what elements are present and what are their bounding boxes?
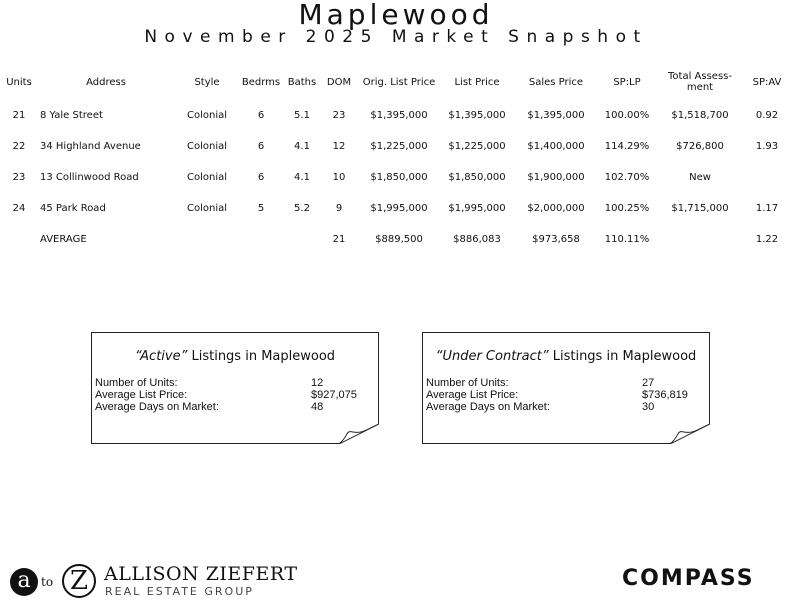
table-cell: 8 Yale Street	[40, 110, 103, 121]
active-listings-card	[91, 332, 379, 444]
table-cell: $1,400,000	[527, 141, 585, 152]
table-cell: 13 Collinwood Road	[40, 172, 139, 183]
table-cell	[284, 224, 320, 255]
table-cell: $1,395,000	[448, 110, 506, 121]
page-subtitle: November 2025 Market Snapshot	[144, 27, 648, 47]
card-title-status: “Under Contract”	[435, 349, 549, 364]
table-cell: Colonial	[186, 141, 228, 152]
card-label: Average Days on Market:	[95, 401, 219, 413]
col-header: Bedrms	[241, 76, 281, 88]
col-header: DOM	[326, 76, 352, 88]
col-header: Total Assess-ment	[668, 71, 732, 93]
table-cell: 21	[332, 234, 346, 245]
card-value: 48	[311, 401, 324, 413]
table-cell: $889,500	[375, 234, 423, 245]
table-cell: Colonial	[186, 110, 228, 121]
table-cell: 12	[332, 141, 346, 152]
card-value: 27	[642, 377, 655, 389]
card-label: Number of Units:	[95, 377, 178, 389]
table-cell: 23	[12, 172, 26, 183]
col-header: Orig. List Price	[362, 76, 436, 88]
col-header: Style	[194, 76, 220, 88]
compass-logo: COMPASS	[622, 566, 755, 591]
table-cell: 5.1	[294, 110, 310, 121]
average-row	[2, 224, 790, 255]
col-header: List Price	[454, 76, 500, 88]
page-curl-icon	[670, 424, 710, 444]
table-cell	[2, 224, 36, 255]
card-title	[92, 349, 378, 364]
table-cell: $1,715,000	[671, 203, 729, 214]
table-cell: Colonial	[186, 172, 228, 183]
table-cell	[176, 224, 238, 255]
card-value: 12	[311, 377, 324, 389]
table-cell: $1,225,000	[448, 141, 506, 152]
table-cell: $886,083	[453, 234, 501, 245]
table-cell: $1,995,000	[370, 203, 428, 214]
under-contract-card	[422, 332, 710, 444]
table-cell	[238, 224, 284, 255]
sales-table	[2, 64, 790, 255]
table-cell: New	[689, 172, 711, 183]
table-cell: 10	[332, 172, 346, 183]
table-cell: 114.29%	[604, 141, 650, 152]
card-title-rest: Listings in Maplewood	[548, 349, 697, 364]
table-cell: $726,800	[676, 141, 724, 152]
col-header: SP:AV	[752, 76, 782, 88]
card-label: Number of Units:	[426, 377, 509, 389]
table-cell: $1,850,000	[370, 172, 428, 183]
brand-name: ALLISON ZIEFERT	[104, 563, 298, 585]
col-header: Address	[86, 76, 126, 88]
card-label: Average List Price:	[95, 389, 188, 401]
table-cell: $1,900,000	[527, 172, 585, 183]
table-cell: 5.2	[294, 203, 310, 214]
table-cell: 100.25%	[604, 203, 650, 214]
card-label: Average List Price:	[426, 389, 519, 401]
table-cell: $1,225,000	[370, 141, 428, 152]
table-cell: 1.93	[755, 141, 779, 152]
table-cell: $2,000,000	[527, 203, 585, 214]
table-row	[2, 193, 790, 224]
table-cell: Colonial	[186, 203, 228, 214]
col-header: Baths	[287, 76, 317, 88]
table-row	[2, 131, 790, 162]
table-cell: 4.1	[294, 141, 310, 152]
table-cell: 0.92	[755, 110, 779, 121]
col-header: SP:LP	[613, 76, 641, 88]
table-cell: 23	[332, 110, 346, 121]
table-row	[2, 162, 790, 193]
allison-ziefert-logo	[10, 560, 300, 604]
card-title-rest: Listings in Maplewood	[187, 349, 336, 364]
col-header: Sales Price	[528, 76, 584, 88]
table-cell: 21	[12, 110, 26, 121]
table-cell: 100.00%	[604, 110, 650, 121]
table-cell: 102.70%	[604, 172, 650, 183]
card-value: $927,075	[311, 389, 357, 401]
logo-to-mark: to	[41, 575, 54, 589]
table-cell: 6	[257, 172, 265, 183]
card-title-status: “Active”	[134, 349, 188, 364]
table-cell: 1.17	[755, 203, 779, 214]
table-cell	[744, 162, 790, 193]
table-cell: 22	[12, 141, 26, 152]
logo-a-mark: a	[10, 568, 38, 596]
table-cell: 34 Highland Avenue	[40, 141, 141, 152]
table-cell: $973,658	[532, 234, 580, 245]
table-cell: 9	[335, 203, 343, 214]
table-cell: $1,850,000	[448, 172, 506, 183]
table-cell: 6	[257, 110, 265, 121]
card-label: Average Days on Market:	[426, 401, 550, 413]
card-value: 30	[642, 401, 655, 413]
table-row	[2, 100, 790, 131]
table-cell: $1,395,000	[370, 110, 428, 121]
table-cell: AVERAGE	[40, 234, 87, 245]
table-cell: $1,518,700	[671, 110, 729, 121]
logo-z-mark: Z	[62, 564, 96, 598]
page-curl-icon	[339, 424, 379, 444]
table-cell: $1,995,000	[448, 203, 506, 214]
table-cell: 110.11%	[604, 234, 650, 245]
page-title: Maplewood	[298, 0, 494, 31]
table-cell: 1.22	[755, 234, 779, 245]
card-title	[423, 349, 709, 364]
table-cell: 24	[12, 203, 26, 214]
col-header: Units	[6, 76, 32, 88]
table-cell: 45 Park Road	[40, 203, 106, 214]
brand-subtitle: REAL ESTATE GROUP	[105, 585, 254, 598]
table-cell: 5	[257, 203, 265, 214]
table-cell: $1,395,000	[527, 110, 585, 121]
table-header-row	[2, 64, 790, 100]
table-cell	[656, 224, 744, 255]
card-value: $736,819	[642, 389, 688, 401]
table-cell: 6	[257, 141, 265, 152]
table-cell: 4.1	[294, 172, 310, 183]
